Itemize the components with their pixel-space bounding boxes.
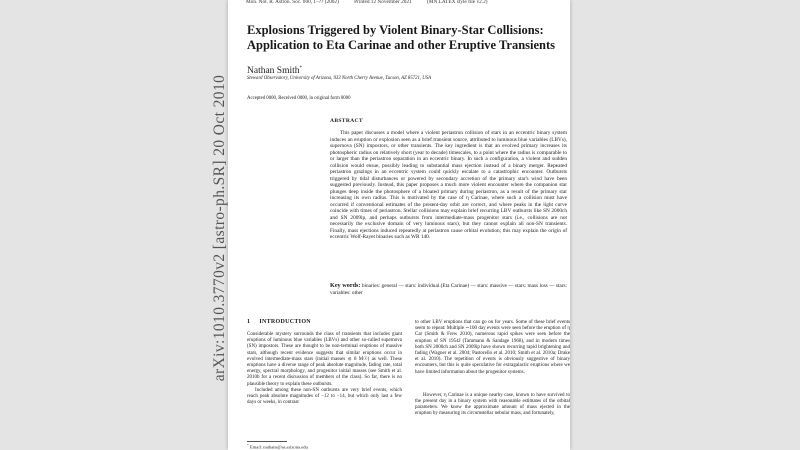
abstract-text: This paper discusses a model where a violent periastron collision of stars in an eccentric binary system induces an eruption or explosion seen as a brief transient source, attributed to luminous blue variables (LBVs), supernova (SN) impostors, or other transients. The key ingredient is that an evolved primary increases its photospheric radius on relatively short (year to decade) timescales, to a point where the radius is comparable to or larger than the periastron separation in an eccentric binary. In such a configuration, a violent and sudden collision would ensue, possibly leading to substantial mass ejection instead of a binary merger. Repeated periastron grazings in an eccentric system could quickly escalate to a catastrophic encounter. Outbursts triggered by tidal disturbances or powered by secondary accretion of the primary star's wind have been suggested previously. Instead, this paper proposes a much more violent encounter where the companion star plunges deep inside the photosphere of a bloated primary during periastron, as a result of the primary star increasing its own radius. This is motivated by the case of η Carinae, where such a collision must have occurred if conventional estimates of the present-day orbit are correct, and where peaks in the light curve coincide with times of periastron. Stellar collisions may explain brief recurring LBV outbursts like SN 2000ch and SN 2009ip, and perhaps outbursts from intermediate-mass progenitor stars (i.e., collisions are not necessarily the exclusive domain of very luminous stars), but they cannot explain all non-SN transients. Finally, mass ejections induced repeatedly at periastron cause orbital evolution; this may explain the origin of eccentric Wolf-Rayet binaries such as WR 140.	[330, 130, 567, 240]
paper-page	[228, 0, 570, 450]
section-title: INTRODUCTION	[259, 319, 311, 325]
keywords-label: Key words:	[330, 282, 361, 289]
section-number: 1	[247, 319, 251, 325]
paragraph: Included among these non-SN outbursts are very brief events, which reach peak absolute magnitudes of −12 to −14, but which only last a few days or weeks, in contrast	[247, 387, 402, 406]
style-file-note: (MN LATEX style file v2.2)	[427, 0, 488, 5]
right-column	[415, 320, 570, 418]
section-heading	[247, 319, 311, 325]
left-column	[247, 332, 402, 406]
running-head	[246, 0, 566, 5]
printed-date: Printed 12 November 2021	[354, 0, 412, 5]
footnote-rule	[247, 441, 287, 442]
arxiv-identifier-text: arXiv:1010.3770v2 [astro-ph.SR] 20 Oct 2010	[211, 74, 228, 382]
author-affiliation: Steward Observatory, University of Arizona, 933 North Cherry Avenue, Tucson, AZ 85721, USA	[247, 76, 432, 81]
submission-dates: Accepted 0000, Received 0000, in original form 0000	[247, 96, 351, 101]
abstract-heading: ABSTRACT	[330, 118, 363, 124]
paragraph: to other LBV eruptions that can go on for years. Some of these brief events seem to repeat: Multiple ∼100 day events were seen before the eruption of η Car (Smith & Frew 2010), numerous rapid spikes were seen before the eruption of SN 1954J (Tammann & Sandage 1968), and in modern times both SN 2000ch and SN 2009ip have shown recurring rapid brightening and fading (Wagner et al. 2004; Pastorello et al. 2010; Smith et al. 2010a; Drake et al. 2010). The repetition of events is obviously suggestive of binary encounters, but this is quite speculative for extragalactic eruptions where we have limited information about the progenitor systems.	[415, 320, 570, 375]
keywords	[330, 283, 567, 296]
footnote-mark: *	[247, 443, 249, 447]
paragraph: Considerable mystery surrounds the class of transients that includes giant eruptions of luminous blue variables (LBVs) and other so-called supernova (SN) impostors. These are thought to be non-terminal eruptions of massive stars, although recent evidence suggests that similar eruptions occur in evolved intermediate-mass stars (initial masses ≲ 8 M☉) as well. These eruptions have a diverse range of peak absolute magnitude, fading rate, total energy, spectral morphology, and progenitor initial masses (see Smith et al. 2010b for a recent discussion of members of the class). So far, there is no plausible theory to explain these outbursts.	[247, 332, 402, 387]
journal-reference: Mon. Not. R. Astron. Soc. 000, 1–?? (2002)	[246, 0, 339, 5]
title-line-1: Explosions Triggered by Violent Binary-Star Collisions:	[247, 23, 544, 37]
footnote-email: Email: nathans@as.arizona.edu	[249, 444, 308, 450]
author-name-text: Nathan Smith	[247, 66, 300, 77]
author-name	[247, 66, 302, 76]
footnote	[247, 443, 308, 450]
author-footnote-mark: *	[299, 66, 303, 71]
paragraph: However, η Carinae is a unique nearby case, known to have survived to the present day in a binary system with reasonable estimates of the orbital parameters. We know the approximate amount of mass ejected in the eruption by measuring its circumstellar nebular mass, and fortunately,	[415, 392, 570, 417]
paper-title	[247, 23, 567, 53]
keywords-text: binaries: general — stars: individual (Eta Carinae) — stars: massive — stars: mass loss — stars: variables: other	[330, 283, 568, 296]
title-line-2: Application to Eta Carinae and other Eruptive Transients	[247, 38, 556, 52]
